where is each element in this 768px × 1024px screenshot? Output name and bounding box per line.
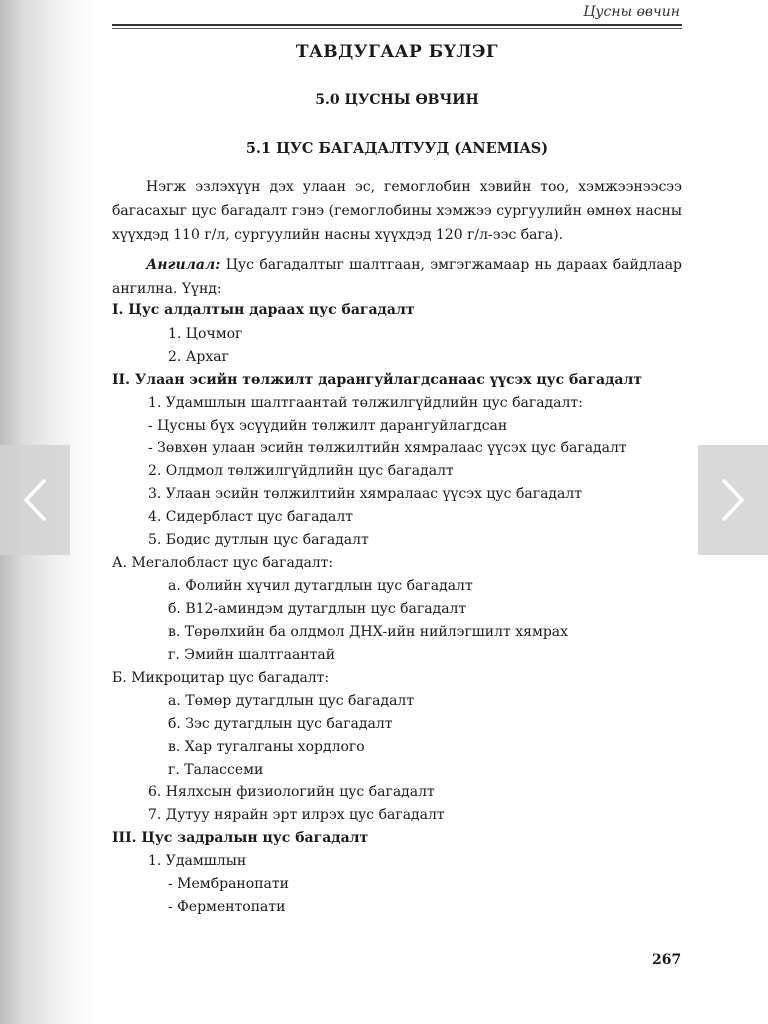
outline-item: - Мембранопати bbox=[168, 876, 289, 892]
outline-item: а. Фолийн хүчил дутагдлын цус багадалт bbox=[168, 578, 473, 594]
outline-item: б. В12-аминдэм дутагдлын цус багадалт bbox=[168, 601, 467, 617]
chevron-left-icon bbox=[22, 478, 48, 522]
classification-lead: Ангилал: bbox=[146, 257, 221, 273]
outline-item: г. Эмийн шалтгаантай bbox=[168, 647, 336, 663]
outline-item: а. Төмөр дутагдлын цус багадалт bbox=[168, 693, 415, 709]
chevron-right-icon bbox=[720, 478, 746, 522]
classification-text: Цус багадалтыг шалтгаан, эмгэгжамаар нь дараах байдлаар ангилна. Үүнд: bbox=[112, 257, 682, 297]
outline-item: 4. Сидербласт цус багадалт bbox=[148, 509, 354, 525]
chapter-title: ТАВДУГААР БҮЛЭГ bbox=[295, 42, 499, 62]
page-number: 267 bbox=[652, 952, 682, 968]
outline-item: 5. Бодис дутлын цус багадалт bbox=[148, 532, 369, 548]
definition-paragraph: Нэгж эзлэхүүн дэх улаан эс, гемоглобин хэвийн тоо, хэмжээнээсээ багасахыг цус багадалт гэнэ (гемоглобины хэмжээ сургуулийн өмнөх насны хүүхдэд 110 г/л, сургуулийн насны хүүхдэд 120 г/л-ээс бага). bbox=[112, 179, 682, 243]
section-title: 5.0 ЦУСНЫ ӨВЧИН bbox=[315, 92, 479, 108]
outline-item: - Зөвхөн улаан эсийн төлжилтийн хямралаас үүсэх цус багадалт bbox=[148, 440, 627, 456]
outline-heading: II. Улаан эсийн төлжилт дарангуйлагдсанаас үүсэх цус багадалт bbox=[112, 372, 643, 388]
next-page-button[interactable] bbox=[698, 445, 768, 555]
outline-item: 7. Дутуу нярайн эрт илрэх цус багадалт bbox=[148, 807, 445, 823]
running-head: Цусны өвчин bbox=[583, 4, 680, 20]
outline-subheading: А. Мегалобласт цус багадалт: bbox=[112, 555, 334, 571]
outline-item: в. Төрөлхийн ба олдмол ДНХ-ийн нийлэгшилт хямрах bbox=[168, 624, 569, 640]
outline-item: в. Хар тугалганы хордлого bbox=[168, 739, 365, 755]
header-rule bbox=[112, 24, 682, 26]
outline-heading: III. Цус задралын цус багадалт bbox=[112, 830, 369, 846]
outline-item: 1. Удамшлын bbox=[148, 853, 247, 869]
outline-item: - Цусны бүх эсүүдийн төлжилт дарангуйлагдсан bbox=[148, 418, 508, 434]
subsection-title: 5.1 ЦУС БАГАДАЛТУУД (ANEMIAS) bbox=[245, 140, 549, 157]
outline-item: б. Зэс дутагдлын цус багадалт bbox=[168, 716, 393, 732]
previous-page-button[interactable] bbox=[0, 445, 70, 555]
outline-heading: I. Цус алдалтын дараах цус багадалт bbox=[112, 302, 415, 318]
outline-item: 2. Архаг bbox=[168, 349, 229, 365]
outline-item: 1. Удамшлын шалтгаантай төлжилгүйдлийн цус багадалт: bbox=[148, 395, 583, 411]
outline-item: 1. Цочмог bbox=[168, 326, 243, 342]
outline-item: 3. Улаан эсийн төлжилтийн хямралаас үүсэх цус багадалт bbox=[148, 486, 583, 502]
outline-item: 2. Олдмол төлжилгүйдлийн цус багадалт bbox=[148, 463, 454, 479]
outline-item: 6. Нялхсын физиологийн цус багадалт bbox=[148, 784, 435, 800]
header-rule-thin bbox=[112, 28, 682, 29]
classification-paragraph bbox=[112, 253, 682, 301]
outline-subheading: Б. Микроцитар цус багадалт: bbox=[112, 670, 330, 686]
outline-item: г. Талассеми bbox=[168, 762, 264, 778]
outline-item: - Ферментопати bbox=[168, 899, 286, 915]
